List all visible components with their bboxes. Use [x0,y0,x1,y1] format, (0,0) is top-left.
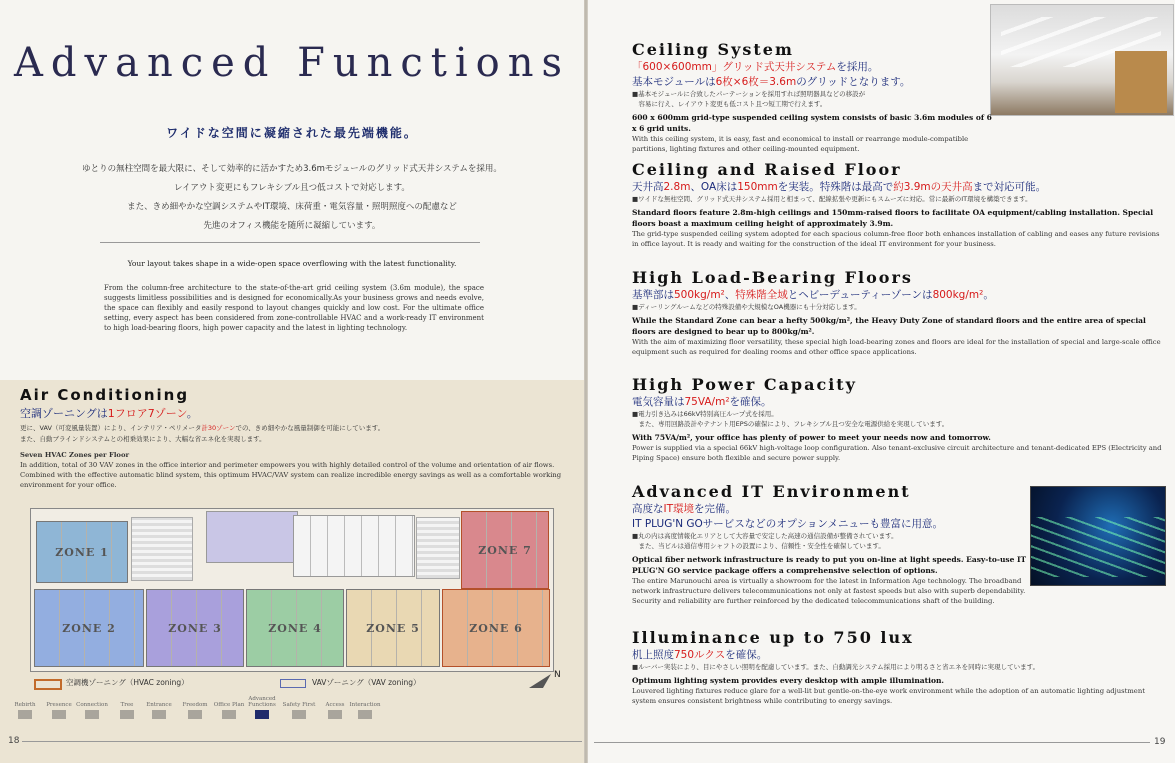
feature-section [632,628,1168,706]
highlight-part: を完備。 [694,503,737,515]
section-note: また、当ビルは通信専用シャフトの設置により、信頼性・安全性を確保しています。 [632,542,885,550]
feature-section [632,482,1032,606]
nav-item-marker [18,710,32,719]
section-note: ■丸の内は高度情報化エリアとして大容量で安定した高速の通信設備が整備されています。 [632,532,898,540]
highlight-part: 高度な [632,503,664,515]
highlight-part: 約3.9mの天井高 [893,181,973,193]
section-en-bold: Standard floors feature 2.8m-high ceilings and 150mm-raised floors to facilitate OA equipment/cabling installation. Special floors boast a maximum ceiling height of approximately 3.9m. [632,208,1154,228]
zone-2 [34,589,144,667]
section-note: ■基本モジュールに合致したパーテーションを採用すれば照明器具などの移設が [632,90,866,98]
zone-6 [442,589,550,667]
core-stairs-2 [416,517,460,579]
jp-body-line: ゆとりの無柱空間を最大限に、そして効率的に活かすため3.6mモジュールのグリッド式天井システムを採用。 [82,164,502,174]
feature-section [632,40,992,154]
highlight-part: IT環境 [663,503,695,515]
ac-en-head: Seven HVAC Zones per Floor [20,451,130,459]
section-en-body: With this ceiling system, it is easy, fast and economical to install or rearrange module-compatible partitions, lighting fixtures and other ceiling-mounted equipment. [632,135,969,153]
section-nav [0,696,584,726]
nav-item-marker [52,710,66,719]
nav-item-label: Presence [46,702,72,708]
nav-item-marker [188,710,202,719]
nav-item-label: Interaction [349,702,381,708]
footer-rule [594,742,1150,743]
section-en-bold: While the Standard Zone can bear a hefty 500kg/m², the Heavy Duty Zone of standard floors and the entire area of special floors are designed to bear up to 800kg/m². [632,316,1146,336]
en-lead: Your layout takes shape in a wide-open space overflowing with the latest functionality. [127,259,457,268]
zone-7 [461,511,549,589]
section-highlight-line [632,179,1168,194]
section-en-bold: With 75VA/m², your office has plenty of power to meet your needs now and tomorrow. [632,433,991,442]
wall-panel [1115,51,1167,113]
nav-item[interactable] [110,702,144,719]
nav-item[interactable] [8,702,42,719]
section-highlight-line [632,647,1168,662]
section-heading: High Load-Bearing Floors [632,268,913,287]
section-heading: Ceiling and Raised Floor [632,160,902,179]
nav-item[interactable] [245,696,279,719]
nav-item-marker [292,710,306,719]
zone-label: ZONE 6 [469,621,523,635]
north-arrow-icon [527,668,553,692]
highlight-part: 150mm [737,181,778,193]
zone-4 [246,589,344,667]
nav-item-label: Advanced Functions [248,696,276,708]
jp-heading: ワイドな空間に凝縮された最先端機能。 [166,126,418,140]
zone-label: ZONE 3 [168,621,222,635]
section-en-body: Louvered lighting fixtures reduce glare for a well-lit but gentle-on-the-eye work environment while the adoption of an automatic lighting adjustment system ensures consistent brightness while contributing to energy savings. [632,687,1145,705]
highlight-part: 特殊階全域 [735,289,788,301]
section-en-body: With the aim of maximizing floor versatility, these special high load-bearing zones and floors are ideal for the installation of special and large-scale office equipment such as required for dealing rooms and other office space applications. [632,338,1161,356]
section-note: 容易に行え、レイアウト変更も低コスト且つ短工期で行えます。 [632,100,827,108]
highlight-part: 机上照度 [632,649,674,661]
section-en-body: The grid-type suspended ceiling system adopted for each spacious column-free floor both enhances installation of cabling and eases any future revisions in office layout. It is ready and waiting for the construction of the ideal IT environment for your business. [632,230,1160,248]
nav-item-label: Connection [76,702,108,708]
section-en-bold: Optimum lighting system provides every desktop with ample illumination. [632,676,945,685]
highlight-part: IT PLUG'N GOサービスなどのオプションメニューも豊富に用意。 [632,518,944,530]
section-note: ■ワイドな無柱空間、グリッド式天井システム採用と相まって、配線拡張や更新にもスムーズに対応。常に最新のIT環境を構築できます。 [632,195,1032,203]
section-note: ■ルーバー実装により、目にやさしい照明を配慮しています。また、自動調光システム採用により明るさと省エネを同時に実現しています。 [632,663,1040,671]
section-highlight-line [632,287,1168,302]
north-arrow [527,668,553,696]
office-photo [990,4,1174,116]
nav-item-label: Freedom [182,702,208,708]
feature-section [632,160,1168,249]
air-conditioning-panel [0,380,584,763]
highlight-part: 750ルクス [674,649,726,661]
highlight-part: まで対応可能。 [972,181,1047,193]
highlight-part: 6枚×6枚＝3.6m [715,76,797,88]
highlight-part: を確保。 [725,649,768,661]
section-note: ■ディーリングルームなどの特殊設備や大規模なOA機器にも十分対応します。 [632,303,861,311]
highlight-part: 「600×600mm」グリッド式天井システム [632,61,837,73]
ac-jp1-post: での、きめ細やかな風量制御を可能にしています。 [235,424,385,432]
highlight-part: 天井高 [632,181,664,193]
page-title: Advanced Functions [14,40,571,86]
section-highlight-line [632,59,992,74]
zone-label: ZONE 7 [478,543,532,557]
ac-sub-post: 。 [186,407,198,420]
nav-item[interactable] [318,702,352,719]
nav-item-label: Office Plan [213,702,245,708]
section-heading: Ceiling System [632,40,794,59]
feature-section [632,268,1168,357]
footer-rule [22,741,582,742]
zone-label: ZONE 5 [366,621,420,635]
highlight-part: 500kg/m² [674,289,725,301]
section-heading: High Power Capacity [632,375,857,394]
core-stairs [131,517,193,581]
section-heading: Advanced IT Environment [632,482,911,501]
ac-jp-line1 [20,423,384,433]
nav-item-marker [358,710,372,719]
section-highlight-line [632,74,992,89]
nav-item[interactable] [282,702,316,719]
section-heading: Illuminance up to 750 lux [632,628,914,647]
highlight-part: 800kg/m² [932,289,984,301]
ac-jp1-pre: 更に、VAV（可変風量装置）により、インテリア・ペリメータ [20,424,202,432]
zone-3 [146,589,244,667]
highlight-part: 75VA/m² [684,396,730,408]
highlight-part: を確保。 [729,396,772,408]
ac-jp1-highlight: 計30ゾーン [201,424,236,432]
nav-item-label: Entrance [146,702,172,708]
section-highlight-line [632,394,1168,409]
nav-item-marker [255,710,269,719]
zone-1 [36,521,128,583]
highlight-part: を採用。 [836,61,879,73]
right-page [588,0,1175,763]
nav-item[interactable] [75,702,109,719]
ac-sub-pre: 空調ゾーニングは [20,407,108,420]
ac-en-body: In addition, total of 30 VAV zones in the office interior and perimeter empowers you with highly detailed control of the volume and orientation of air flows. Combined with the effective automatic blind system, this optimum HVAC/VAV system can realize incredible energy savings as well as a comfortable working environment for your office. [20,461,562,489]
ac-heading: Air Conditioning [20,386,190,404]
nav-item-label: Tree [120,702,134,708]
page-number: 19 [1154,737,1166,747]
jp-body-line: 先進のオフィス機能を随所に凝縮しています。 [203,221,381,231]
legend-vav-swatch [280,679,306,688]
nav-item-label: Safety First [282,702,316,708]
nav-item-marker [328,710,342,719]
north-label: N [554,670,561,680]
zone-label: ZONE 4 [268,621,322,635]
highlight-part: 2.8m [663,181,691,193]
page-number: 18 [8,736,20,746]
section-en-body: Power is supplied via a special 66kV high-voltage loop configuration. Also tenant-exclusive circuit architecture and tenant-dedicated EPS (Electricity and Piping Space) ensure both flexible and secure power supply. [632,444,1162,462]
section-en-bold: Optical fiber network infrastructure is ready to put you on-line at light speeds. Easy-to-use IT PLUG'N GO service package offers a comprehensive selection of options. [632,555,1027,575]
ac-subheading [20,405,198,421]
divider [100,242,480,243]
nav-item[interactable] [348,702,382,719]
core-room [206,511,298,563]
nav-item[interactable] [142,702,176,719]
jp-body-line: また、きめ細やかな空調システムやIT環境、床荷重・電気容量・照明照度への配慮など [127,202,457,212]
highlight-part: 。 [983,289,994,301]
highlight-part: 基本モジュールは [632,76,716,88]
nav-item[interactable] [178,702,212,719]
section-note: ■電力引き込みは66kV特別高圧ループ式を採用。 [632,410,778,418]
zone-label: ZONE 1 [55,545,109,559]
legend-vav: VAVゾーニング（VAV zoning） [312,678,421,687]
core-elevators [293,515,415,577]
ac-jp-line2: また、自動ブラインドシステムとの相乗効果により、大幅な省エネ化を実現します。 [20,435,266,443]
zone-label: ZONE 2 [62,621,116,635]
legend-hvac-swatch [34,679,62,690]
nav-item[interactable] [212,702,246,719]
en-body: From the column-free architecture to the state-of-the-art grid ceiling system (3.6m module), the space suggests limitless possibilities and is designed for economically.As your business grows and needs evolve, the space can flexibly and easily respond to layout changes quickly and low cost. For the ultimate office setting, every aspect has been considered from zone-controllable HVAC and a work-ready IT environment to high load-bearing floors, high power capacity and the latest in lighting technology. [104,284,484,332]
network-lights [1031,517,1165,577]
nav-item-marker [152,710,166,719]
jp-body-line: レイアウト変更にもフレキシブル且つ低コストで対応します。 [174,183,410,193]
section-en-body: The entire Marunouchi area is virtually a showroom for the latest in Information Age technology. The broadband network infrastructure delivers telecommunications not only at fastest speeds but also with superb dependability. Security and reliability are further reinforced by the dedicated telecommunications shaft of the building. [632,577,1026,605]
highlight-part: 基準部は [632,289,674,301]
section-en-bold: 600 x 600mm grid-type suspended ceiling system consists of basic 3.6m modules of 6 x 6 grid units. [632,113,992,133]
feature-section [632,375,1168,463]
highlight-part: 電気容量は [632,396,685,408]
nav-item[interactable] [42,702,76,719]
nav-item-label: Rebirth [14,702,36,708]
nav-item-marker [222,710,236,719]
nav-item-marker [120,710,134,719]
highlight-part: 、OA床は [690,181,738,193]
highlight-part: を実装。特殊階は最高で [777,181,894,193]
legend-hvac: 空調機ゾーニング（HVAC zoning） [66,678,189,687]
jp-body [20,160,564,236]
highlight-part: 、 [724,289,736,301]
floor-plan [30,508,554,672]
nav-item-label: Access [325,702,345,708]
network-photo [1030,486,1166,586]
highlight-part: のグリッドとなります。 [796,76,911,88]
nav-item-marker [85,710,99,719]
highlight-part: とヘビーデューティーゾーンは [787,289,933,301]
zone-5 [346,589,440,667]
section-note: また、専用回路設計やテナント用EPSの確保により、フレキシブル且つ安全な電源供給を実現しています。 [632,420,949,428]
ac-sub-highlight: 1フロア7ゾーン [107,407,187,420]
section-highlight-line [632,501,1032,516]
left-page [0,0,584,763]
section-highlight-line [632,516,1032,531]
